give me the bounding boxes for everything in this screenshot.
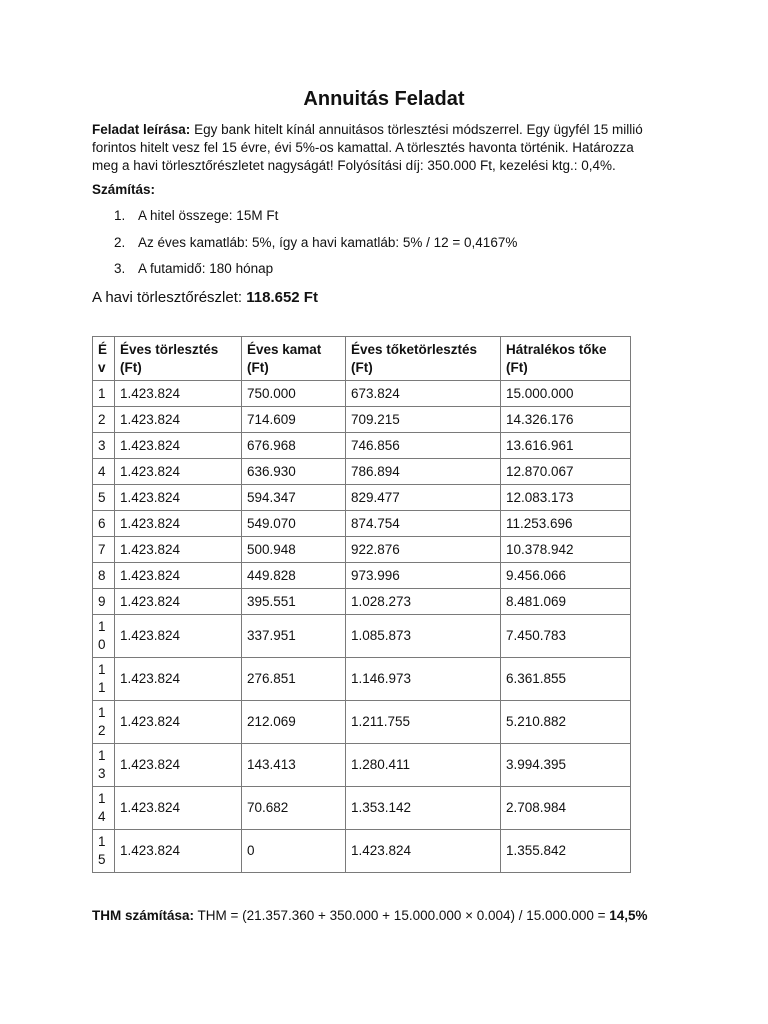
table-row <box>93 787 631 830</box>
cell-year: 5 <box>93 485 115 511</box>
column-header-remaining-principal: Hátralékos tőke (Ft) <box>501 337 631 381</box>
table-row <box>93 381 631 407</box>
cell-remaining-principal: 5.210.882 <box>501 701 631 744</box>
table-row <box>93 407 631 433</box>
cell-year: 15 <box>93 830 115 873</box>
cell-principal-repayment: 973.996 <box>346 563 501 589</box>
table-row <box>93 589 631 615</box>
cell-remaining-principal: 11.253.696 <box>501 511 631 537</box>
cell-annual-payment: 1.423.824 <box>115 459 242 485</box>
cell-principal-repayment: 1.085.873 <box>346 615 501 658</box>
table-row <box>93 830 631 873</box>
cell-annual-payment: 1.423.824 <box>115 381 242 407</box>
step-text: A futamidő: 180 hónap <box>138 261 274 276</box>
monthly-payment-value: 118.652 Ft <box>246 289 318 306</box>
cell-remaining-principal: 12.870.067 <box>501 459 631 485</box>
cell-principal-repayment: 1.423.824 <box>346 830 501 873</box>
cell-year: 4 <box>93 459 115 485</box>
cell-remaining-principal: 14.326.176 <box>501 407 631 433</box>
table-row <box>93 563 631 589</box>
cell-annual-payment: 1.423.824 <box>115 485 242 511</box>
table-row <box>93 615 631 658</box>
cell-principal-repayment: 1.146.973 <box>346 658 501 701</box>
cell-remaining-principal: 6.361.855 <box>501 658 631 701</box>
cell-annual-interest: 549.070 <box>242 511 346 537</box>
cell-annual-payment: 1.423.824 <box>115 511 242 537</box>
monthly-payment-label: A havi törlesztőrészlet: <box>92 289 243 306</box>
cell-year: 11 <box>93 658 115 701</box>
table-row <box>93 511 631 537</box>
thm-label: THM számítása: <box>92 908 195 923</box>
cell-year: 1 <box>93 381 115 407</box>
cell-principal-repayment: 673.824 <box>346 381 501 407</box>
column-header-principal-repayment: Éves tőketörlesztés (Ft) <box>346 337 501 381</box>
cell-annual-payment: 1.423.824 <box>115 589 242 615</box>
cell-principal-repayment: 874.754 <box>346 511 501 537</box>
calculation-heading: Számítás: <box>92 182 156 197</box>
cell-annual-payment: 1.423.824 <box>115 615 242 658</box>
cell-annual-interest: 500.948 <box>242 537 346 563</box>
cell-annual-interest: 0 <box>242 830 346 873</box>
step-text: Az éves kamatláb: 5%, így a havi kamatláb: 5% / 12 = 0,4167% <box>138 234 518 250</box>
cell-annual-interest: 750.000 <box>242 381 346 407</box>
cell-remaining-principal: 8.481.069 <box>501 589 631 615</box>
cell-remaining-principal: 9.456.066 <box>501 563 631 589</box>
cell-principal-repayment: 829.477 <box>346 485 501 511</box>
cell-annual-payment: 1.423.824 <box>115 701 242 744</box>
cell-annual-interest: 449.828 <box>242 563 346 589</box>
cell-annual-payment: 1.423.824 <box>115 830 242 873</box>
cell-annual-interest: 676.968 <box>242 433 346 459</box>
thm-result: 14,5% <box>609 908 648 923</box>
cell-remaining-principal: 10.378.942 <box>501 537 631 563</box>
cell-annual-interest: 636.930 <box>242 459 346 485</box>
cell-principal-repayment: 786.894 <box>346 459 501 485</box>
thm-formula: THM = (21.357.360 + 350.000 + 15.000.000 × 0.004) / 15.000.000 = <box>197 908 606 923</box>
table-row <box>93 744 631 787</box>
cell-remaining-principal: 1.355.842 <box>501 830 631 873</box>
table-body <box>93 381 631 873</box>
cell-annual-interest: 212.069 <box>242 701 346 744</box>
cell-year: 14 <box>93 787 115 830</box>
step-number: 2. <box>114 234 126 250</box>
cell-year: 7 <box>93 537 115 563</box>
cell-annual-interest: 395.551 <box>242 589 346 615</box>
column-header-annual-payment: Éves törlesztés (Ft) <box>115 337 242 381</box>
table-row <box>93 433 631 459</box>
cell-year: 13 <box>93 744 115 787</box>
thm-calculation <box>92 907 648 925</box>
page-title: Annuitás Feladat <box>303 88 465 110</box>
cell-year: 10 <box>93 615 115 658</box>
cell-remaining-principal: 3.994.395 <box>501 744 631 787</box>
step-number: 3. <box>114 261 126 276</box>
cell-remaining-principal: 2.708.984 <box>501 787 631 830</box>
cell-annual-payment: 1.423.824 <box>115 433 242 459</box>
column-header-year: Év <box>93 337 115 381</box>
calculation-step <box>92 260 517 287</box>
cell-year: 3 <box>93 433 115 459</box>
table-row <box>93 459 631 485</box>
cell-annual-interest: 276.851 <box>242 658 346 701</box>
cell-year: 2 <box>93 407 115 433</box>
cell-annual-payment: 1.423.824 <box>115 563 242 589</box>
cell-annual-payment: 1.423.824 <box>115 744 242 787</box>
cell-remaining-principal: 13.616.961 <box>501 433 631 459</box>
cell-principal-repayment: 922.876 <box>346 537 501 563</box>
cell-annual-payment: 1.423.824 <box>115 407 242 433</box>
cell-annual-payment: 1.423.824 <box>115 537 242 563</box>
cell-annual-interest: 143.413 <box>242 744 346 787</box>
column-header-annual-interest: Éves kamat (Ft) <box>242 337 346 381</box>
cell-annual-interest: 714.609 <box>242 407 346 433</box>
cell-principal-repayment: 1.028.273 <box>346 589 501 615</box>
table-row <box>93 701 631 744</box>
cell-year: 6 <box>93 511 115 537</box>
cell-annual-payment: 1.423.824 <box>115 658 242 701</box>
cell-remaining-principal: 12.083.173 <box>501 485 631 511</box>
description-label: Feladat leírása: <box>92 122 191 137</box>
step-text: A hitel összege: 15M Ft <box>138 208 279 223</box>
cell-principal-repayment: 746.856 <box>346 433 501 459</box>
cell-annual-payment: 1.423.824 <box>115 787 242 830</box>
table-header-row <box>93 337 631 381</box>
amortization-table <box>92 336 631 873</box>
cell-principal-repayment: 709.215 <box>346 407 501 433</box>
calculation-step <box>92 234 517 261</box>
calculation-step <box>92 207 517 234</box>
cell-principal-repayment: 1.211.755 <box>346 701 501 744</box>
cell-remaining-principal: 7.450.783 <box>501 615 631 658</box>
cell-principal-repayment: 1.353.142 <box>346 787 501 830</box>
cell-principal-repayment: 1.280.411 <box>346 744 501 787</box>
cell-year: 8 <box>93 563 115 589</box>
cell-annual-interest: 337.951 <box>242 615 346 658</box>
step-number: 1. <box>114 208 126 223</box>
task-description <box>92 121 652 175</box>
monthly-payment <box>92 288 318 308</box>
cell-annual-interest: 594.347 <box>242 485 346 511</box>
table-row <box>93 485 631 511</box>
table-row <box>93 658 631 701</box>
cell-year: 12 <box>93 701 115 744</box>
cell-year: 9 <box>93 589 115 615</box>
description-text: Egy bank hitelt kínál annuitásos törlesztési módszerrel. Egy ügyfél 15 millió forintos hitelt vesz fel 15 évre, évi 5%-os kamattal. A törlesztés havonta történik. Határozza meg a havi törlesztőrészletet nagyságát! Folyósítási díj: 350.000 Ft, kezelési ktg.: 0,4%. <box>92 122 643 173</box>
cell-annual-interest: 70.682 <box>242 787 346 830</box>
table-row <box>93 537 631 563</box>
cell-remaining-principal: 15.000.000 <box>501 381 631 407</box>
calculation-steps <box>92 207 517 287</box>
